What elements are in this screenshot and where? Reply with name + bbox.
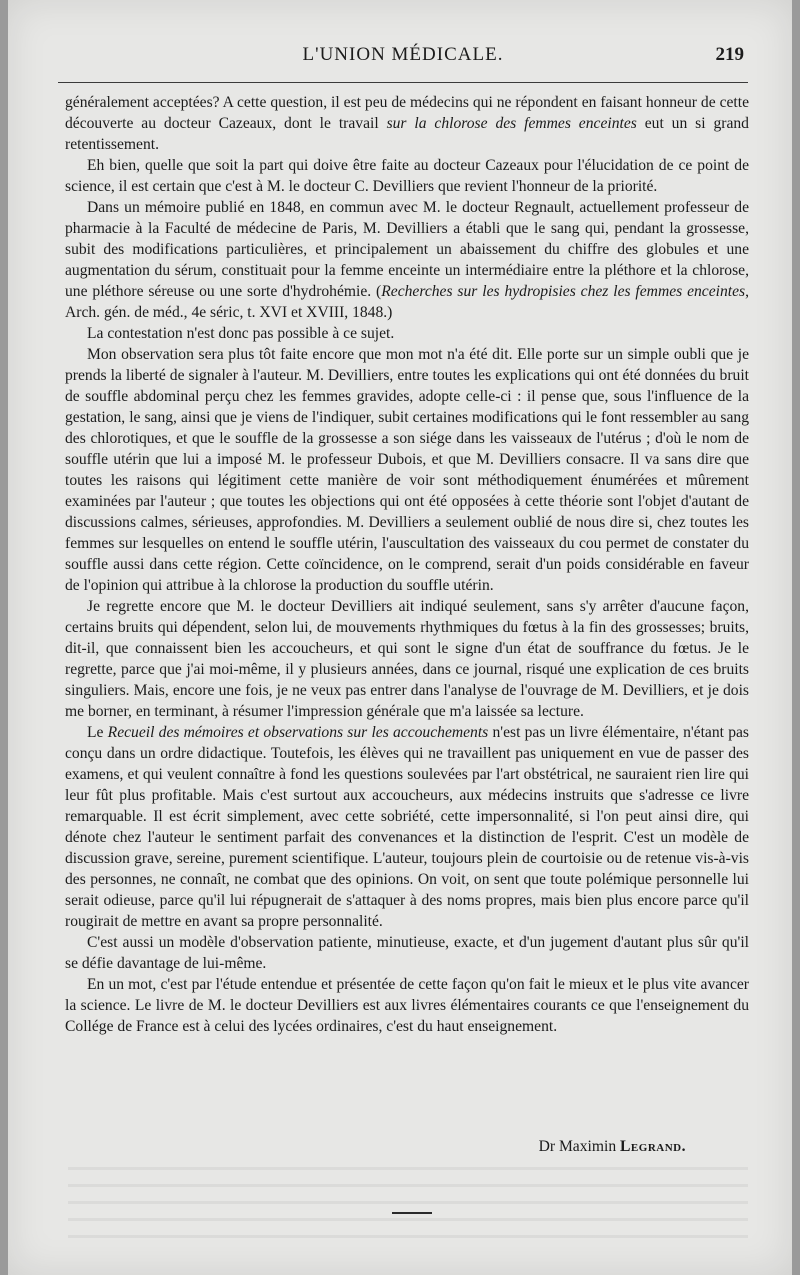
paragraph-text: Eh bien, quelle que soit la part qui doive être faite au docteur Cazeaux pour l'élucidation de ce point de science, il est certain que c'est à M. le docteur C. Devilliers que revient l'honneur de la priorité. [65, 157, 749, 195]
signature-surname: Legrand. [620, 1138, 686, 1155]
paragraph-text: généralement acceptées? A cette question, il est peu de médecins qui ne répondent en faisant honneur de cette découverte au docteur Cazeaux, dont le travail [65, 94, 749, 132]
paragraph [65, 344, 749, 596]
paragraph [65, 323, 749, 344]
paragraph-text: C'est aussi un modèle d'observation patiente, minutieuse, exacte, et d'un jugement d'autant plus sûr qu'il se défie davantage de lui-même. [65, 934, 749, 972]
paragraph-text: Mon observation sera plus tôt faite encore que mon mot n'a été dit. Elle porte sur un simple oubli que je prends la liberté de signaler à l'auteur. M. Devilliers, entre toutes les explications qui ont été données du bruit de souffle abdominal perçu chez les femmes gravides, adopte celle-ci : il pense que, sous l'influence de la gestation, le sang, ainsi que je viens de l'indiquer, subit certaines modifications qui le font ressembler au sang des chlorotiques, et que le souffle de la grossesse a son siége dans les vaisseaux de l'utérus ; d'où le nom de souffle utérin que lui a imposé M. le professeur Dubois, et que M. Devilliers consacre. Il va sans dire que toutes les raisons qui légitiment cette manière de voir sont méthodiquement énumérées et mûrement examinées par l'auteur ; que toutes les objections qui ont été opposées à cette théorie sont l'objet d'autant de discussions calmes, sérieuses, approfondies. M. Devilliers a seulement oublié de nous dire si, chez toutes les femmes sur lesquelles on entend le souffle utérin, l'auscultation des vaisseaux du cou permet de constater du souffle aussi dans cette région. Cette coïncidence, on le comprend, serait d'un poids considérable en faveur de l'opinion qui attribue à la chlorose la production du souffle utérin. [65, 346, 749, 594]
page-header [58, 44, 748, 74]
paragraph [65, 596, 749, 722]
paragraph-text: n'est pas un livre élémentaire, n'étant pas conçu dans un ordre didactique. Toutefois, les élèves qui ne travaillent pas uniquement en vue de passer des examens, et qui veulent connaître à fond les questions soulevées par l'art obstétrical, ne sauraient rien lire qui leur fût plus profitable. Mais c'est surtout aux accoucheurs, aux médecins instruits que s'adresse ce livre remarquable. Il est écrit simplement, avec cette sobriété, cette impersonnalité, si l'on peut ainsi dire, qui dénote chez l'auteur le sentiment parfait des convenances et la distinction de l'esprit. C'est un modèle de discussion grave, sereine, purement scientifique. L'auteur, toujours plein de courtoisie ou de retenue vis-à-vis des personnes, ne connaît, ne combat que des opinions. On voit, on sent que toute polémique personnelle lui serait odieuse, parce qu'il lui répugnerait de s'attaquer à des noms propres, mais bien plus encore parce qu'il rougirait de mettre en avant sa propre personnalité. [65, 724, 749, 930]
page-number: 219 [715, 44, 744, 65]
paragraph-text: Je regrette encore que M. le docteur Devilliers ait indiqué seulement, sans s'y arrêter d'aucune façon, certains bruits qui dépendent, selon lui, de mouvements rhythmiques du fœtus à la fin des grossesses; bruits, dit-il, que connaissent bien les accoucheurs, et qui sont le signe d'un état de souffrance du fœtus. Je le regrette, parce que j'ai moi-même, il y plusieurs années, dans ce journal, risqué une explication de ces bruits singuliers. Mais, encore une fois, je ne veux pas entrer dans l'analyse de l'ouvrage de M. Devilliers, et je dois me borner, en terminant, à résumer l'impression générale que m'a laissée sa lecture. [65, 598, 749, 720]
paragraph-text: La contestation n'est donc pas possible à ce sujet. [87, 325, 395, 342]
header-rule [58, 82, 748, 83]
paragraph [65, 155, 749, 197]
signature [539, 1138, 686, 1156]
running-title: L'UNION MÉDICALE. [302, 44, 504, 65]
journal-page [8, 0, 792, 1275]
paragraph-text: eut un si grand retentissement. [65, 115, 749, 153]
italic-title-text: Recueil des mémoires et observations sur les accouchements [107, 724, 489, 741]
italic-title-text: Recherches sur les hydropisies chez les femmes enceintes [381, 283, 746, 300]
end-rule [392, 1212, 432, 1214]
article-body [65, 92, 749, 1037]
italic-title-text: sur la chlorose des femmes enceintes [386, 115, 637, 132]
paragraph-text: Dans un mémoire publié en 1848, en commun avec M. le docteur Regnault, actuellement professeur de pharmacie à la Faculté de médecine de Paris, M. Devilliers a établi que le sang qui, pendant la grossesse, subit des modifications particulières, et principalement un abaissement du chiffre des globules et une augmentation du sérum, constituait pour la femme enceinte un intermédiaire entre la pléthore et la chlorose, une pléthore séreuse ou une sorte d'hydrohémie. ( [65, 199, 749, 300]
paragraph [65, 92, 749, 155]
paragraph-text: , Arch. gén. de méd., 4e séric, t. XVI et XVIII, 1848.) [65, 283, 749, 321]
paragraph [65, 932, 749, 974]
signature-prefix: Dr Maximin [538, 1138, 621, 1155]
show-through-text [68, 1158, 748, 1248]
paragraph [65, 974, 749, 1037]
paragraph [65, 722, 749, 932]
paragraph-text: Le [87, 724, 108, 741]
paragraph-text: En un mot, c'est par l'étude entendue et présentée de cette façon qu'on fait le mieux et le plus vite avancer la science. Le livre de M. le docteur Devilliers est aux livres élémentaires courants ce que l'enseignement du Collége de France est à celui des lycées ordinaires, c'est du haut enseignement. [65, 976, 749, 1035]
paragraph [65, 197, 749, 323]
